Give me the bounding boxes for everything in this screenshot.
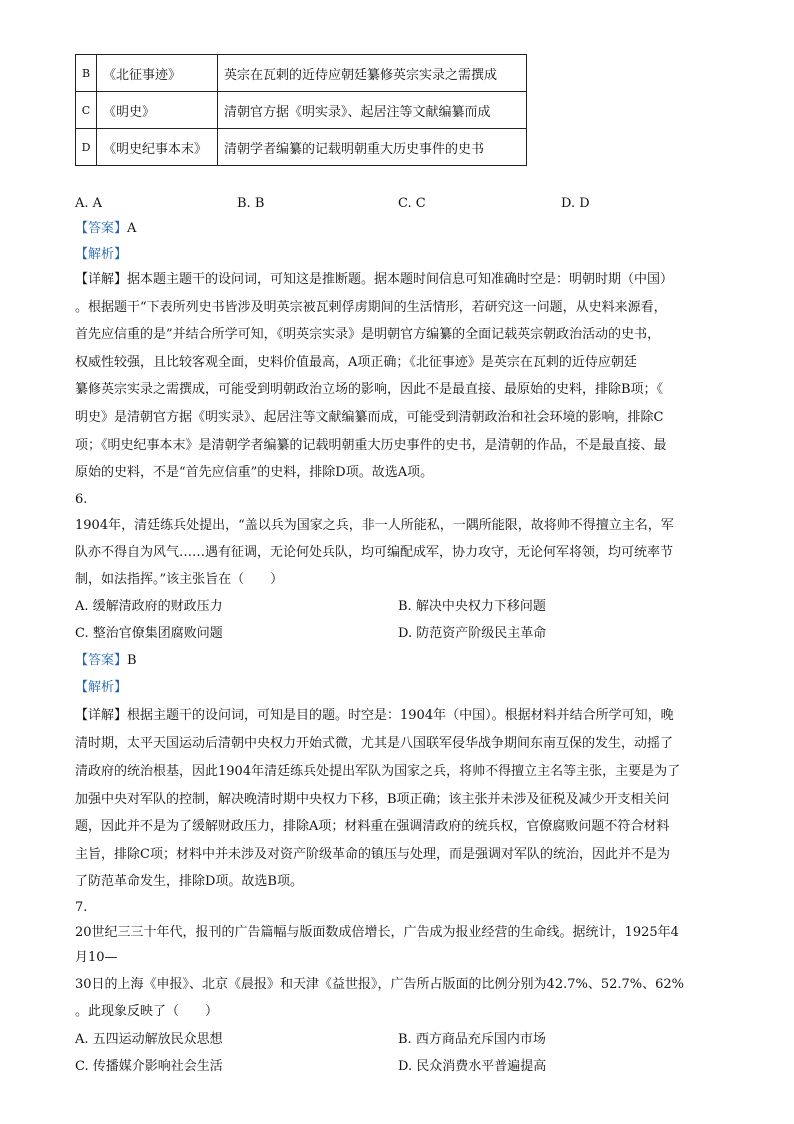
q6-answer xyxy=(75,651,137,671)
q6-option-c: C. 整治官僚集团腐败问题 xyxy=(75,626,223,641)
q5-detail-line: 。根据题干“下表所列史书皆涉及明英宗被瓦剌俘虏期间的生活情形，若研究这一问题，从史料来源看， xyxy=(75,300,667,315)
q5-option-a: A. A xyxy=(75,196,103,211)
q7-stem-line: 30日的上海《申报》、北京《晨报》和天津《益世报》，广告所占版面的比例分别为42.7%、52.7%、62% xyxy=(75,977,685,992)
row-letter: D xyxy=(76,129,97,166)
q5-analysis-tag: 【解析】 xyxy=(75,247,128,262)
q6-stem-line: 队亦不得自为风气……遇有征调，无论何处兵队，均可编配成军，协力攻守，无论何军将领，均可统率节 xyxy=(75,545,674,560)
q6-detail-line: 主旨，排除C项；材料中并未涉及对资产阶级革命的镇压与处理，而是强调对军队的统治，因此并不是为 xyxy=(75,847,670,862)
q5-detail-line: 原始的史料，不是“首先应信重”的史料，排除D项。故选A项。 xyxy=(75,465,434,480)
q7-stem-line: 。此现象反映了（ ） xyxy=(75,1004,219,1019)
q7-stem-line: 20世纪三三十年代，报刊的广告篇幅与版面数成倍增长，广告成为报业经营的生命线。据统计，1925年4 xyxy=(75,925,679,940)
q6-stem-line: 制，如法指挥。”该主张旨在（ ） xyxy=(75,572,284,587)
table-row xyxy=(76,129,527,166)
q6-detail-line: 加强中央对军队的控制，解决晚清时期中央权力下移，B项正确；该主张并未涉及征税及减少开支相关问 xyxy=(75,792,670,807)
q6-analysis-tag: 【解析】 xyxy=(75,680,128,695)
q5-detail-line: 项；《明史纪事本末》是清朝学者编纂的记载明朝重大历史事件的史书，是清朝的作品，不是最直接、最 xyxy=(75,438,667,453)
q7-option-d: D. 民众消费水平普遍提高 xyxy=(398,1059,547,1074)
q5-option-d: D. D xyxy=(561,196,590,211)
q5-detail-line: 【详解】据本题主题干的设问词，可知这是推断题。据本题时间信息可知准确时空是：明朝时期（中国） xyxy=(75,272,674,287)
q5-detail-line: 明史》是清朝官方据《明实录》、起居注等文献编纂而成，可能受到清朝政治和社会环境的影响，排除C xyxy=(75,410,664,425)
row-letter: B xyxy=(76,55,97,92)
answer-value: B xyxy=(127,653,137,668)
q7-option-a: A. 五四运动解放民众思想 xyxy=(75,1032,223,1047)
source-table xyxy=(75,54,527,166)
q6-detail-line: 清政府的统治根基，因此1904年清廷练兵处提出军队为国家之兵，将帅不得擅立主名等主张，主要是为了 xyxy=(75,764,681,779)
q5-detail-line: 权威性较强，且比较客观全面，史料价值最高，A项正确；《北征事迹》是英宗在瓦剌的近侍应朝廷 xyxy=(75,355,637,370)
row-desc: 清朝学者编纂的记载明朝重大历史事件的史书 xyxy=(218,129,527,166)
q5-answer xyxy=(75,219,136,239)
q6-number: 6. xyxy=(75,492,88,507)
row-desc: 清朝官方据《明实录》、起居注等文献编纂而成 xyxy=(218,92,527,129)
q5-option-b: B. B xyxy=(237,196,265,211)
q6-detail-line: 了防范革命发生，排除D项。故选B项。 xyxy=(75,874,303,889)
q7-number: 7. xyxy=(75,900,88,915)
table-row xyxy=(76,92,527,129)
q7-stem-line: 月10— xyxy=(75,950,118,965)
q6-option-a: A. 缓解清政府的财政压力 xyxy=(75,599,223,614)
q6-detail-line: 【详解】根据主题干的设问词，可知是目的题。时空是：1904年（中国）。根据材料并结合所学可知，晚 xyxy=(75,708,674,723)
q7-option-b: B. 西方商品充斥国内市场 xyxy=(398,1032,546,1047)
q6-detail-line: 清时期，太平天国运动后清朝中央权力开始式微，尤其是八国联军侵华战争期间东南互保的发生，动摇了 xyxy=(75,736,674,751)
q5-detail-line: 纂修英宗实录之需撰成，可能受到明朝政治立场的影响，因此不是最直接、最原始的史料，排除B项；《 xyxy=(75,382,664,397)
q6-stem-line: 1904年，清廷练兵处提出，“盖以兵为国家之兵，非一人所能私，一隅所能限，故将帅不得擅立主名，军 xyxy=(75,518,674,533)
row-desc: 英宗在瓦剌的近侍应朝廷纂修英宗实录之需撰成 xyxy=(218,55,527,92)
row-letter: C xyxy=(76,92,97,129)
q7-option-c: C. 传播媒介影响社会生活 xyxy=(75,1059,223,1074)
q5-detail-line: 首先应信重的是”并结合所学可知，《明英宗实录》是明朝官方编纂的全面记载英宗朝政治活动的史书， xyxy=(75,327,661,342)
q5-option-c: C. C xyxy=(398,196,426,211)
q6-option-d: D. 防范资产阶级民主革命 xyxy=(398,626,547,641)
row-title: 《明史纪事本末》 xyxy=(97,129,218,166)
q6-option-b: B. 解决中央权力下移问题 xyxy=(398,599,546,614)
answer-tag: 【答案】 xyxy=(75,221,128,236)
q6-detail-line: 题，因此并不是为了缓解财政压力，排除A项；材料重在强调清政府的统兵权，官僚腐败问题不符合材料 xyxy=(75,819,670,834)
row-title: 《明史》 xyxy=(97,92,218,129)
answer-tag: 【答案】 xyxy=(75,653,128,668)
table-row xyxy=(76,55,527,92)
row-title: 《北征事迹》 xyxy=(97,55,218,92)
answer-value: A xyxy=(127,221,137,236)
